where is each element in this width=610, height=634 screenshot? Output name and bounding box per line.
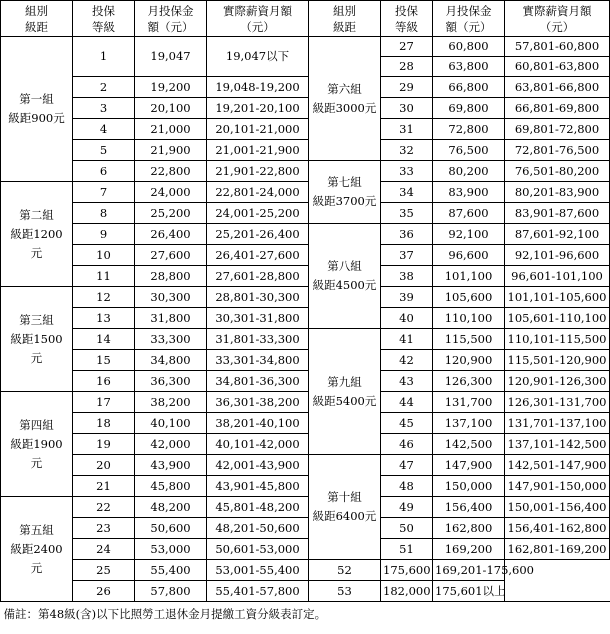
header-level-left: 投保 等級 xyxy=(73,1,135,37)
level-cell: 24 xyxy=(73,539,135,560)
table-note: 備註：第48級(含)以下比照勞工退休金月提繳工資分級表訂定。 xyxy=(1,602,610,628)
insured-amount-cell xyxy=(433,37,505,77)
insured-amount-cell: 66,800 xyxy=(433,77,505,98)
level-cell: 36 xyxy=(381,224,433,245)
insured-amount-cell: 92,100 xyxy=(433,224,505,245)
level-cell: 26 xyxy=(73,581,135,602)
salary-range-cell: 55,401-57,800 xyxy=(207,581,309,602)
group-label-right xyxy=(309,161,381,224)
level-cell: 43 xyxy=(381,371,433,392)
salary-range-cell: 120,901-126,300 xyxy=(505,371,610,392)
salary-range-cell: 53,001-55,400 xyxy=(207,560,309,581)
insured-amount-cell: 150,000 xyxy=(433,476,505,497)
salary-range-cell: 30,301-31,800 xyxy=(207,308,309,329)
table-row xyxy=(1,266,610,287)
insured-amount-cell: 43,900 xyxy=(135,455,207,476)
level-cell: 13 xyxy=(73,308,135,329)
group-label-right xyxy=(309,455,381,560)
insured-amount-cell: 45,800 xyxy=(135,476,207,497)
table-row xyxy=(1,476,610,497)
level-cell: 15 xyxy=(73,350,135,371)
group-label-right xyxy=(309,37,381,161)
level-cell: 49 xyxy=(381,497,433,518)
level-cell: 1 xyxy=(73,37,135,77)
level-cell: 33 xyxy=(381,161,433,182)
salary-range-cell: 38,201-40,100 xyxy=(207,413,309,434)
salary-range-cell: 69,801-72,800 xyxy=(505,119,610,140)
table-row xyxy=(1,455,610,476)
level-cell: 18 xyxy=(73,413,135,434)
table-row xyxy=(1,224,610,245)
level-cell: 14 xyxy=(73,329,135,350)
salary-range-cell: 22,801-24,000 xyxy=(207,182,309,203)
salary-range-cell: 101,101-105,600 xyxy=(505,287,610,308)
salary-range-cell: 87,601-92,100 xyxy=(505,224,610,245)
table-row xyxy=(1,497,610,518)
salary-range-cell: 137,101-142,500 xyxy=(505,434,610,455)
salary-range-cell: 50,601-53,000 xyxy=(207,539,309,560)
salary-range-cell: 25,201-26,400 xyxy=(207,224,309,245)
table-row xyxy=(1,98,610,119)
group-label-line: 元 xyxy=(30,455,43,470)
group-label-line: 級距5400元 xyxy=(312,393,377,408)
salary-range-cell: 147,901-150,000 xyxy=(505,476,610,497)
salary-range-cell: 96,601-101,100 xyxy=(505,266,610,287)
level-cell: 47 xyxy=(381,455,433,476)
salary-range-cell: 42,001-43,900 xyxy=(207,455,309,476)
insured-amount-cell: 34,800 xyxy=(135,350,207,371)
level-cell: 8 xyxy=(73,203,135,224)
insured-amount-cell: 20,100 xyxy=(135,98,207,119)
salary-range-cell: 110,101-115,500 xyxy=(505,329,610,350)
level-cell: 2 xyxy=(73,77,135,98)
salary-range-cell: 36,301-38,200 xyxy=(207,392,309,413)
group-label-line: 級距1900 xyxy=(10,436,63,451)
salary-range-cell: 92,101-96,600 xyxy=(505,245,610,266)
salary-range-cell: 142,501-147,900 xyxy=(505,455,610,476)
level-cell: 4 xyxy=(73,119,135,140)
level-cell: 41 xyxy=(381,329,433,350)
table-row-cell: 63,800 xyxy=(448,59,489,73)
salary-range-cell: 43,901-45,800 xyxy=(207,476,309,497)
table-row xyxy=(1,350,610,371)
level-cell: 9 xyxy=(73,224,135,245)
insured-amount-cell: 21,900 xyxy=(135,140,207,161)
salary-range-cell: 105,601-110,100 xyxy=(505,308,610,329)
table-row xyxy=(1,434,610,455)
header-group-right: 組別 級距 xyxy=(309,1,381,37)
insured-amount-cell: 42,000 xyxy=(135,434,207,455)
insured-amount-cell: 24,000 xyxy=(135,182,207,203)
salary-range-cell: 115,501-120,900 xyxy=(505,350,610,371)
salary-range-cell: 27,601-28,800 xyxy=(207,266,309,287)
group-label-line: 級距3000元 xyxy=(312,100,377,115)
group-label-line: 第七組 xyxy=(327,175,362,189)
insured-amount-cell: 137,100 xyxy=(433,413,505,434)
insured-amount-cell: 76,500 xyxy=(433,140,505,161)
group-label-line: 級距6400元 xyxy=(312,509,377,523)
group-label-line: 元 xyxy=(30,350,43,365)
level-cell: 25 xyxy=(73,560,135,581)
group-label-line: 第六組 xyxy=(327,81,362,96)
salary-range-cell: 40,101-42,000 xyxy=(207,434,309,455)
insured-amount-cell: 126,300 xyxy=(433,371,505,392)
group-label-line: 級距4500元 xyxy=(312,278,377,292)
group-label-left xyxy=(1,392,73,497)
group-label-line: 級距1200 xyxy=(10,226,63,241)
level-cell: 37 xyxy=(381,245,433,266)
table-row xyxy=(1,392,610,413)
insured-amount-cell: 96,600 xyxy=(433,245,505,266)
note-row xyxy=(1,602,610,628)
level-cell: 51 xyxy=(381,539,433,560)
group-label-line: 級距1500 xyxy=(10,331,63,346)
salary-range-cell: 126,301-131,700 xyxy=(505,392,610,413)
insured-amount-cell: 83,900 xyxy=(433,182,505,203)
insured-amount-cell: 80,200 xyxy=(433,161,505,182)
insured-amount-cell: 147,900 xyxy=(433,455,505,476)
level-cell: 6 xyxy=(73,161,135,182)
salary-range-cell: 34,801-36,300 xyxy=(207,371,309,392)
salary-range-cell: 175,601以上 xyxy=(433,581,505,602)
level-cell: 17 xyxy=(73,392,135,413)
level-cell xyxy=(381,37,433,77)
table-row xyxy=(1,329,610,350)
group-label-right xyxy=(309,224,381,329)
table-row xyxy=(1,308,610,329)
salary-range-cell: 169,201-175,600 xyxy=(433,560,505,581)
level-cell: 10 xyxy=(73,245,135,266)
insured-amount-cell: 101,100 xyxy=(433,266,505,287)
group-label-line: 第九組 xyxy=(327,374,362,389)
insured-amount-cell: 31,800 xyxy=(135,308,207,329)
salary-range-cell: 21,001-21,900 xyxy=(207,140,309,161)
table-header xyxy=(1,1,610,37)
salary-range-cell: 26,401-27,600 xyxy=(207,245,309,266)
salary-range-cell: 31,801-33,300 xyxy=(207,329,309,350)
level-cell: 38 xyxy=(381,266,433,287)
insured-amount-cell: 33,300 xyxy=(135,329,207,350)
level-cell: 11 xyxy=(73,266,135,287)
insured-amount-cell: 22,800 xyxy=(135,161,207,182)
table-row-cell: 28 xyxy=(399,59,414,73)
level-cell: 46 xyxy=(381,434,433,455)
level-cell: 19 xyxy=(73,434,135,455)
insured-amount-cell: 28,800 xyxy=(135,266,207,287)
level-cell: 22 xyxy=(73,497,135,518)
table-row-cell: 27 xyxy=(381,37,432,57)
level-cell: 7 xyxy=(73,182,135,203)
insured-amount-cell: 115,500 xyxy=(433,329,505,350)
group-label-left xyxy=(1,497,73,602)
table-row xyxy=(1,518,610,539)
level-cell: 39 xyxy=(381,287,433,308)
table-row xyxy=(1,539,610,560)
salary-range-cell: 131,701-137,100 xyxy=(505,413,610,434)
salary-range-cell xyxy=(505,37,610,77)
group-label-line: 第四組 xyxy=(19,417,54,432)
salary-range-cell: 66,801-69,800 xyxy=(505,98,610,119)
table-row xyxy=(1,560,610,581)
level-cell: 34 xyxy=(381,182,433,203)
salary-range-cell: 33,301-34,800 xyxy=(207,350,309,371)
salary-range-cell: 63,801-66,800 xyxy=(505,77,610,98)
table-row xyxy=(1,182,610,203)
salary-range-cell: 19,047以下 xyxy=(207,37,309,77)
group-label-line: 第五組 xyxy=(19,522,54,537)
salary-range-cell: 19,048-19,200 xyxy=(207,77,309,98)
group-label-line: 級距2400 xyxy=(10,541,63,556)
table-row xyxy=(1,371,610,392)
insured-amount-cell: 26,400 xyxy=(135,224,207,245)
table-row xyxy=(1,413,610,434)
insured-amount-cell: 19,200 xyxy=(135,77,207,98)
salary-range-cell: 21,901-22,800 xyxy=(207,161,309,182)
level-cell: 35 xyxy=(381,203,433,224)
group-label-line: 元 xyxy=(30,245,43,260)
insured-amount-cell: 57,800 xyxy=(135,581,207,602)
insured-amount-cell: 156,400 xyxy=(433,497,505,518)
group-label-line: 元 xyxy=(30,560,43,575)
header-insured-left: 月投保金 額（元） xyxy=(135,1,207,37)
table-row xyxy=(1,37,610,77)
insured-amount-cell: 110,100 xyxy=(433,308,505,329)
insured-amount-cell: 50,600 xyxy=(135,518,207,539)
table-row-cell: 60,801-63,800 xyxy=(514,59,600,73)
level-cell: 44 xyxy=(381,392,433,413)
level-cell: 16 xyxy=(73,371,135,392)
insured-amount-cell: 142,500 xyxy=(433,434,505,455)
header-salary-right: 實際薪資月額 （元） xyxy=(505,1,610,37)
group-label-line: 第二組 xyxy=(19,207,54,222)
table-row xyxy=(1,245,610,266)
insured-amount-cell: 36,300 xyxy=(135,371,207,392)
header-level-right: 投保 等級 xyxy=(381,1,433,37)
insured-amount-cell: 25,200 xyxy=(135,203,207,224)
salary-range-cell: 156,401-162,800 xyxy=(505,518,610,539)
group-label-line: 級距3700元 xyxy=(312,194,377,208)
level-cell: 23 xyxy=(73,518,135,539)
insured-amount-cell: 69,800 xyxy=(433,98,505,119)
insured-amount-cell: 105,600 xyxy=(433,287,505,308)
group-label-line: 第八組 xyxy=(327,259,362,273)
insured-amount-cell: 72,800 xyxy=(433,119,505,140)
insured-amount-cell: 21,000 xyxy=(135,119,207,140)
salary-range-cell: 28,801-30,300 xyxy=(207,287,309,308)
level-cell: 45 xyxy=(381,413,433,434)
salary-range-cell: 83,901-87,600 xyxy=(505,203,610,224)
level-cell: 52 xyxy=(309,560,381,581)
insured-amount-cell: 162,800 xyxy=(433,518,505,539)
insured-amount-cell: 175,600 xyxy=(381,560,433,581)
level-cell: 29 xyxy=(381,77,433,98)
salary-range-cell: 48,201-50,600 xyxy=(207,518,309,539)
table-row xyxy=(1,581,610,602)
level-cell: 30 xyxy=(381,98,433,119)
header-group-left: 組別 級距 xyxy=(1,1,73,37)
group-label-right xyxy=(309,329,381,455)
level-cell: 50 xyxy=(381,518,433,539)
table-body xyxy=(1,37,610,602)
table-row xyxy=(1,140,610,161)
group-label-left xyxy=(1,287,73,392)
salary-range-cell: 20,101-21,000 xyxy=(207,119,309,140)
group-label-left xyxy=(1,182,73,287)
insured-amount-cell: 48,200 xyxy=(135,497,207,518)
group-label-left xyxy=(1,37,73,182)
insured-amount-cell: 55,400 xyxy=(135,560,207,581)
level-cell: 20 xyxy=(73,455,135,476)
table-row-cell: 60,800 xyxy=(433,37,504,57)
insured-amount-cell: 19,047 xyxy=(135,37,207,77)
level-cell: 32 xyxy=(381,140,433,161)
insured-amount-cell: 40,100 xyxy=(135,413,207,434)
level-cell: 31 xyxy=(381,119,433,140)
insured-amount-cell: 53,000 xyxy=(135,539,207,560)
table-row xyxy=(1,161,610,182)
level-cell: 42 xyxy=(381,350,433,371)
table-row xyxy=(1,119,610,140)
group-label-line: 第十組 xyxy=(327,490,362,504)
salary-range-cell: 162,801-169,200 xyxy=(505,539,610,560)
level-cell: 48 xyxy=(381,476,433,497)
salary-range-cell: 19,201-20,100 xyxy=(207,98,309,119)
group-label-line: 第一組 xyxy=(19,92,54,106)
salary-range-cell: 72,801-76,500 xyxy=(505,140,610,161)
level-cell: 53 xyxy=(309,581,381,602)
salary-range-cell: 24,001-25,200 xyxy=(207,203,309,224)
salary-range-cell: 80,201-83,900 xyxy=(505,182,610,203)
level-cell: 21 xyxy=(73,476,135,497)
header-salary-left: 實際薪資月額 （元） xyxy=(207,1,309,37)
insured-amount-cell: 120,900 xyxy=(433,350,505,371)
table-row-cell: 57,801-60,800 xyxy=(505,37,609,57)
table-row xyxy=(1,287,610,308)
insured-amount-cell: 27,600 xyxy=(135,245,207,266)
salary-range-cell: 76,501-80,200 xyxy=(505,161,610,182)
insured-amount-cell: 182,000 xyxy=(381,581,433,602)
group-label-line: 第三組 xyxy=(19,312,54,327)
insured-amount-cell: 87,600 xyxy=(433,203,505,224)
group-label-line: 級距900元 xyxy=(8,111,65,125)
level-cell: 3 xyxy=(73,98,135,119)
table-row xyxy=(1,203,610,224)
level-cell: 5 xyxy=(73,140,135,161)
level-cell: 40 xyxy=(381,308,433,329)
header-insured-right: 月投保金 額（元） xyxy=(433,1,505,37)
insured-amount-cell: 131,700 xyxy=(433,392,505,413)
insured-amount-cell: 30,300 xyxy=(135,287,207,308)
table-row xyxy=(1,77,610,98)
insured-amount-cell: 38,200 xyxy=(135,392,207,413)
insured-amount-cell: 169,200 xyxy=(433,539,505,560)
salary-range-cell: 150,001-156,400 xyxy=(505,497,610,518)
salary-range-cell: 45,801-48,200 xyxy=(207,497,309,518)
level-cell: 12 xyxy=(73,287,135,308)
